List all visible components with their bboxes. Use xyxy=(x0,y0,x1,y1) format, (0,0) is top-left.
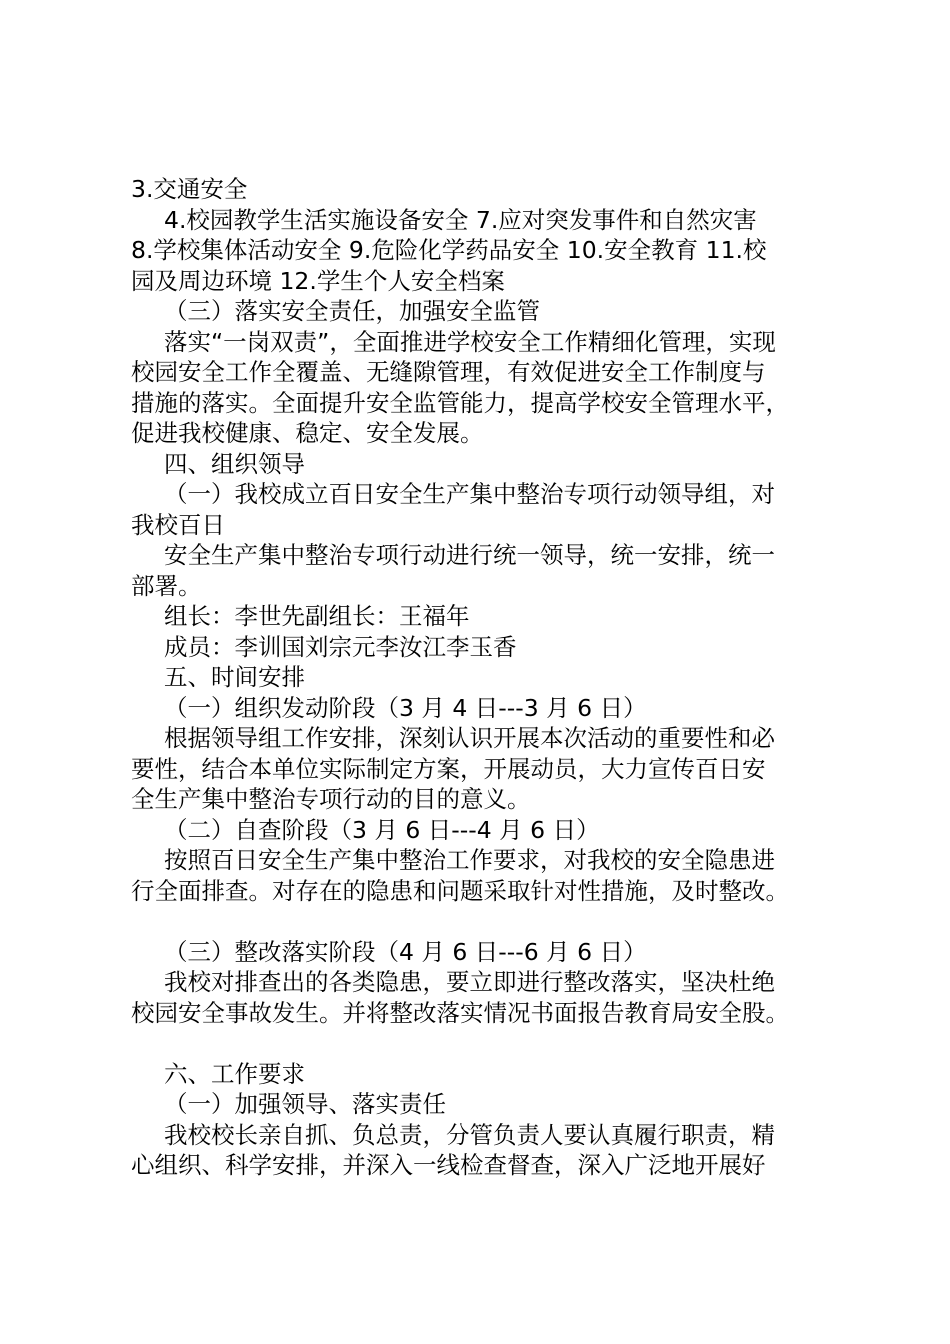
section-heading-responsibility: （三）落实安全责任，加强安全监管 xyxy=(164,297,540,325)
subheading-self-inspection: （二）自查阶段（3 月 6 日---4 月 6 日） xyxy=(164,815,600,844)
paragraph-line: 校园安全事故发生。并将整改落实情况书面报告教育局安全股。 xyxy=(131,998,789,1027)
subheading-mobilization: （一）组织发动阶段（3 月 4 日---3 月 6 日） xyxy=(164,693,647,722)
section-heading-organization: 四、组织领导 xyxy=(164,449,305,478)
paragraph-line: 措施的落实。全面提升安全监管能力，提高学校安全管理水平， xyxy=(131,388,789,417)
document-body xyxy=(131,174,831,1181)
paragraph-line: 部署。 xyxy=(131,571,202,600)
paragraph-line: （一）我校成立百日安全生产集中整治专项行动领导组，对 xyxy=(164,480,775,508)
list-line-environment: 园及周边环境 12.学生个人安全档案 xyxy=(131,266,505,295)
section-heading-requirements: 六、工作要求 xyxy=(164,1059,305,1088)
paragraph-line: 要性，结合本单位实际制定方案，开展动员，大力宣传百日安 xyxy=(131,754,766,783)
subheading-rectification: （三）整改落实阶段（4 月 6 日---6 月 6 日） xyxy=(164,937,647,966)
paragraph-line: 根据领导组工作安排，深刻认识开展本次活动的重要性和必 xyxy=(164,724,775,752)
paragraph-line: 我校百日 xyxy=(131,510,225,539)
list-line-facilities: 4.校园教学生活实施设备安全 7.应对突发事件和自然灾害 xyxy=(164,205,757,234)
paragraph-line: 我校校长亲自抓、负总责，分管负责人要认真履行职责，精 xyxy=(164,1120,775,1149)
paragraph-line: 安全生产集中整治专项行动进行统一领导，统一安排，统一 xyxy=(164,541,775,569)
paragraph-line: 心组织、科学安排，并深入一线检查督查，深入广泛地开展好 xyxy=(131,1151,766,1179)
subheading-leadership: （一）加强领导、落实责任 xyxy=(164,1090,446,1118)
paragraph-line: 我校对排查出的各类隐患，要立即进行整改落实，坚决杜绝 xyxy=(164,968,775,996)
paragraph-line: 落实“一岗双责”，全面推进学校安全工作精细化管理，实现 xyxy=(164,327,776,356)
section-heading-schedule: 五、时间安排 xyxy=(164,663,305,691)
paragraph-line: 校园安全工作全覆盖、无缝隙管理，有效促进安全工作制度与 xyxy=(131,358,766,386)
paragraph-line: 行全面排查。对存在的隐患和问题采取针对性措施，及时整改。 xyxy=(131,876,789,905)
paragraph-line: 促进我校健康、稳定、安全发展。 xyxy=(131,419,484,447)
paragraph-line: 按照百日安全生产集中整治工作要求，对我校的安全隐患进 xyxy=(164,846,775,874)
members-line: 成员：李训国刘宗元李汝江李玉香 xyxy=(164,632,517,661)
paragraph-line: 全生产集中整治专项行动的目的意义。 xyxy=(131,785,531,813)
list-line-traffic-safety: 3.交通安全 xyxy=(131,175,248,203)
leader-line: 组长：李世先副组长：王福年 xyxy=(164,602,470,630)
list-line-activities: 8.学校集体活动安全 9.危险化学药品安全 10.安全教育 11.校 xyxy=(131,236,767,264)
